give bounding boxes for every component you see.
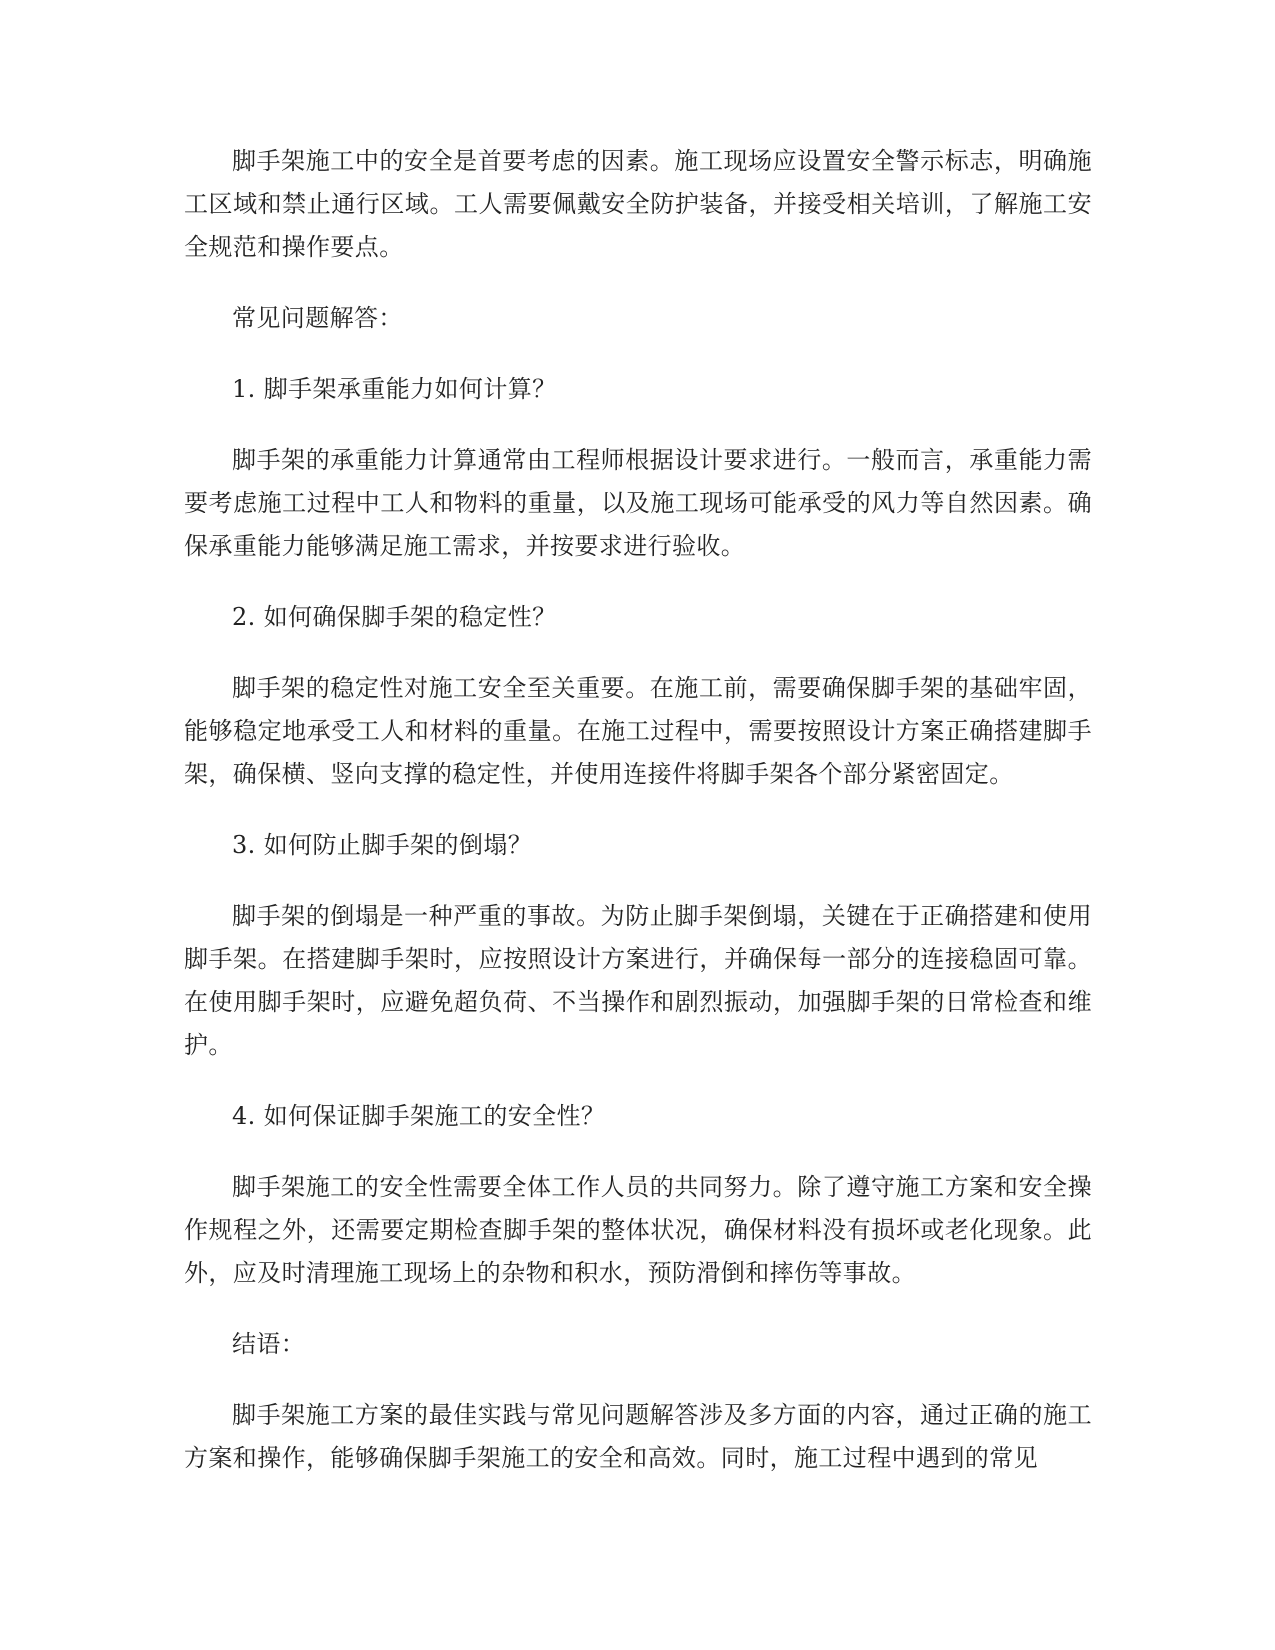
heading-faq: 常见问题解答： xyxy=(232,304,403,332)
paragraph-safety-intro: 脚手架施工中的安全是首要考虑的因素。施工现场应设置安全警示标志，明确施工区域和禁止通行区域。工人需要佩戴安全防护装备，并接受相关培训，了解施工安全规范和操作要点。 xyxy=(184,147,1092,261)
question-3: 3. 如何防止脚手架的倒塌？ xyxy=(232,831,533,859)
question-1: 1. 脚手架承重能力如何计算？ xyxy=(232,375,557,403)
answer-1: 脚手架的承重能力计算通常由工程师根据设计要求进行。一般而言，承重能力需要考虑施工过程中工人和物料的重量，以及施工现场可能承受的风力等自然因素。确保承重能力能够满足施工需求，并按要求进行验收。 xyxy=(184,446,1092,560)
answer-2: 脚手架的稳定性对施工安全至关重要。在施工前，需要确保脚手架的基础牢固，能够稳定地承受工人和材料的重量。在施工过程中，需要按照设计方案正确搭建脚手架，确保横、竖向支撑的稳定性，并使用连接件将脚手架各个部分紧密固定。 xyxy=(184,674,1092,788)
answer-3: 脚手架的倒塌是一种严重的事故。为防止脚手架倒塌，关键在于正确搭建和使用脚手架。在搭建脚手架时，应按照设计方案进行，并确保每一部分的连接稳固可靠。在使用脚手架时，应避免超负荷、不当操作和剧烈振动，加强脚手架的日常检查和维护。 xyxy=(184,902,1092,1059)
question-2: 2. 如何确保脚手架的稳定性？ xyxy=(232,603,557,631)
heading-conclusion: 结语： xyxy=(232,1330,306,1358)
paragraph-conclusion: 脚手架施工方案的最佳实践与常见问题解答涉及多方面的内容，通过正确的施工方案和操作，能够确保脚手架施工的安全和高效。同时，施工过程中遇到的常见 xyxy=(184,1401,1092,1472)
answer-4: 脚手架施工的安全性需要全体工作人员的共同努力。除了遵守施工方案和安全操作规程之外，还需要定期检查脚手架的整体状况，确保材料没有损坏或老化现象。此外，应及时清理施工现场上的杂物和积水，预防滑倒和摔伤等事故。 xyxy=(184,1173,1092,1287)
document-body xyxy=(184,140,1092,1508)
question-4: 4. 如何保证脚手架施工的安全性？ xyxy=(232,1102,606,1130)
